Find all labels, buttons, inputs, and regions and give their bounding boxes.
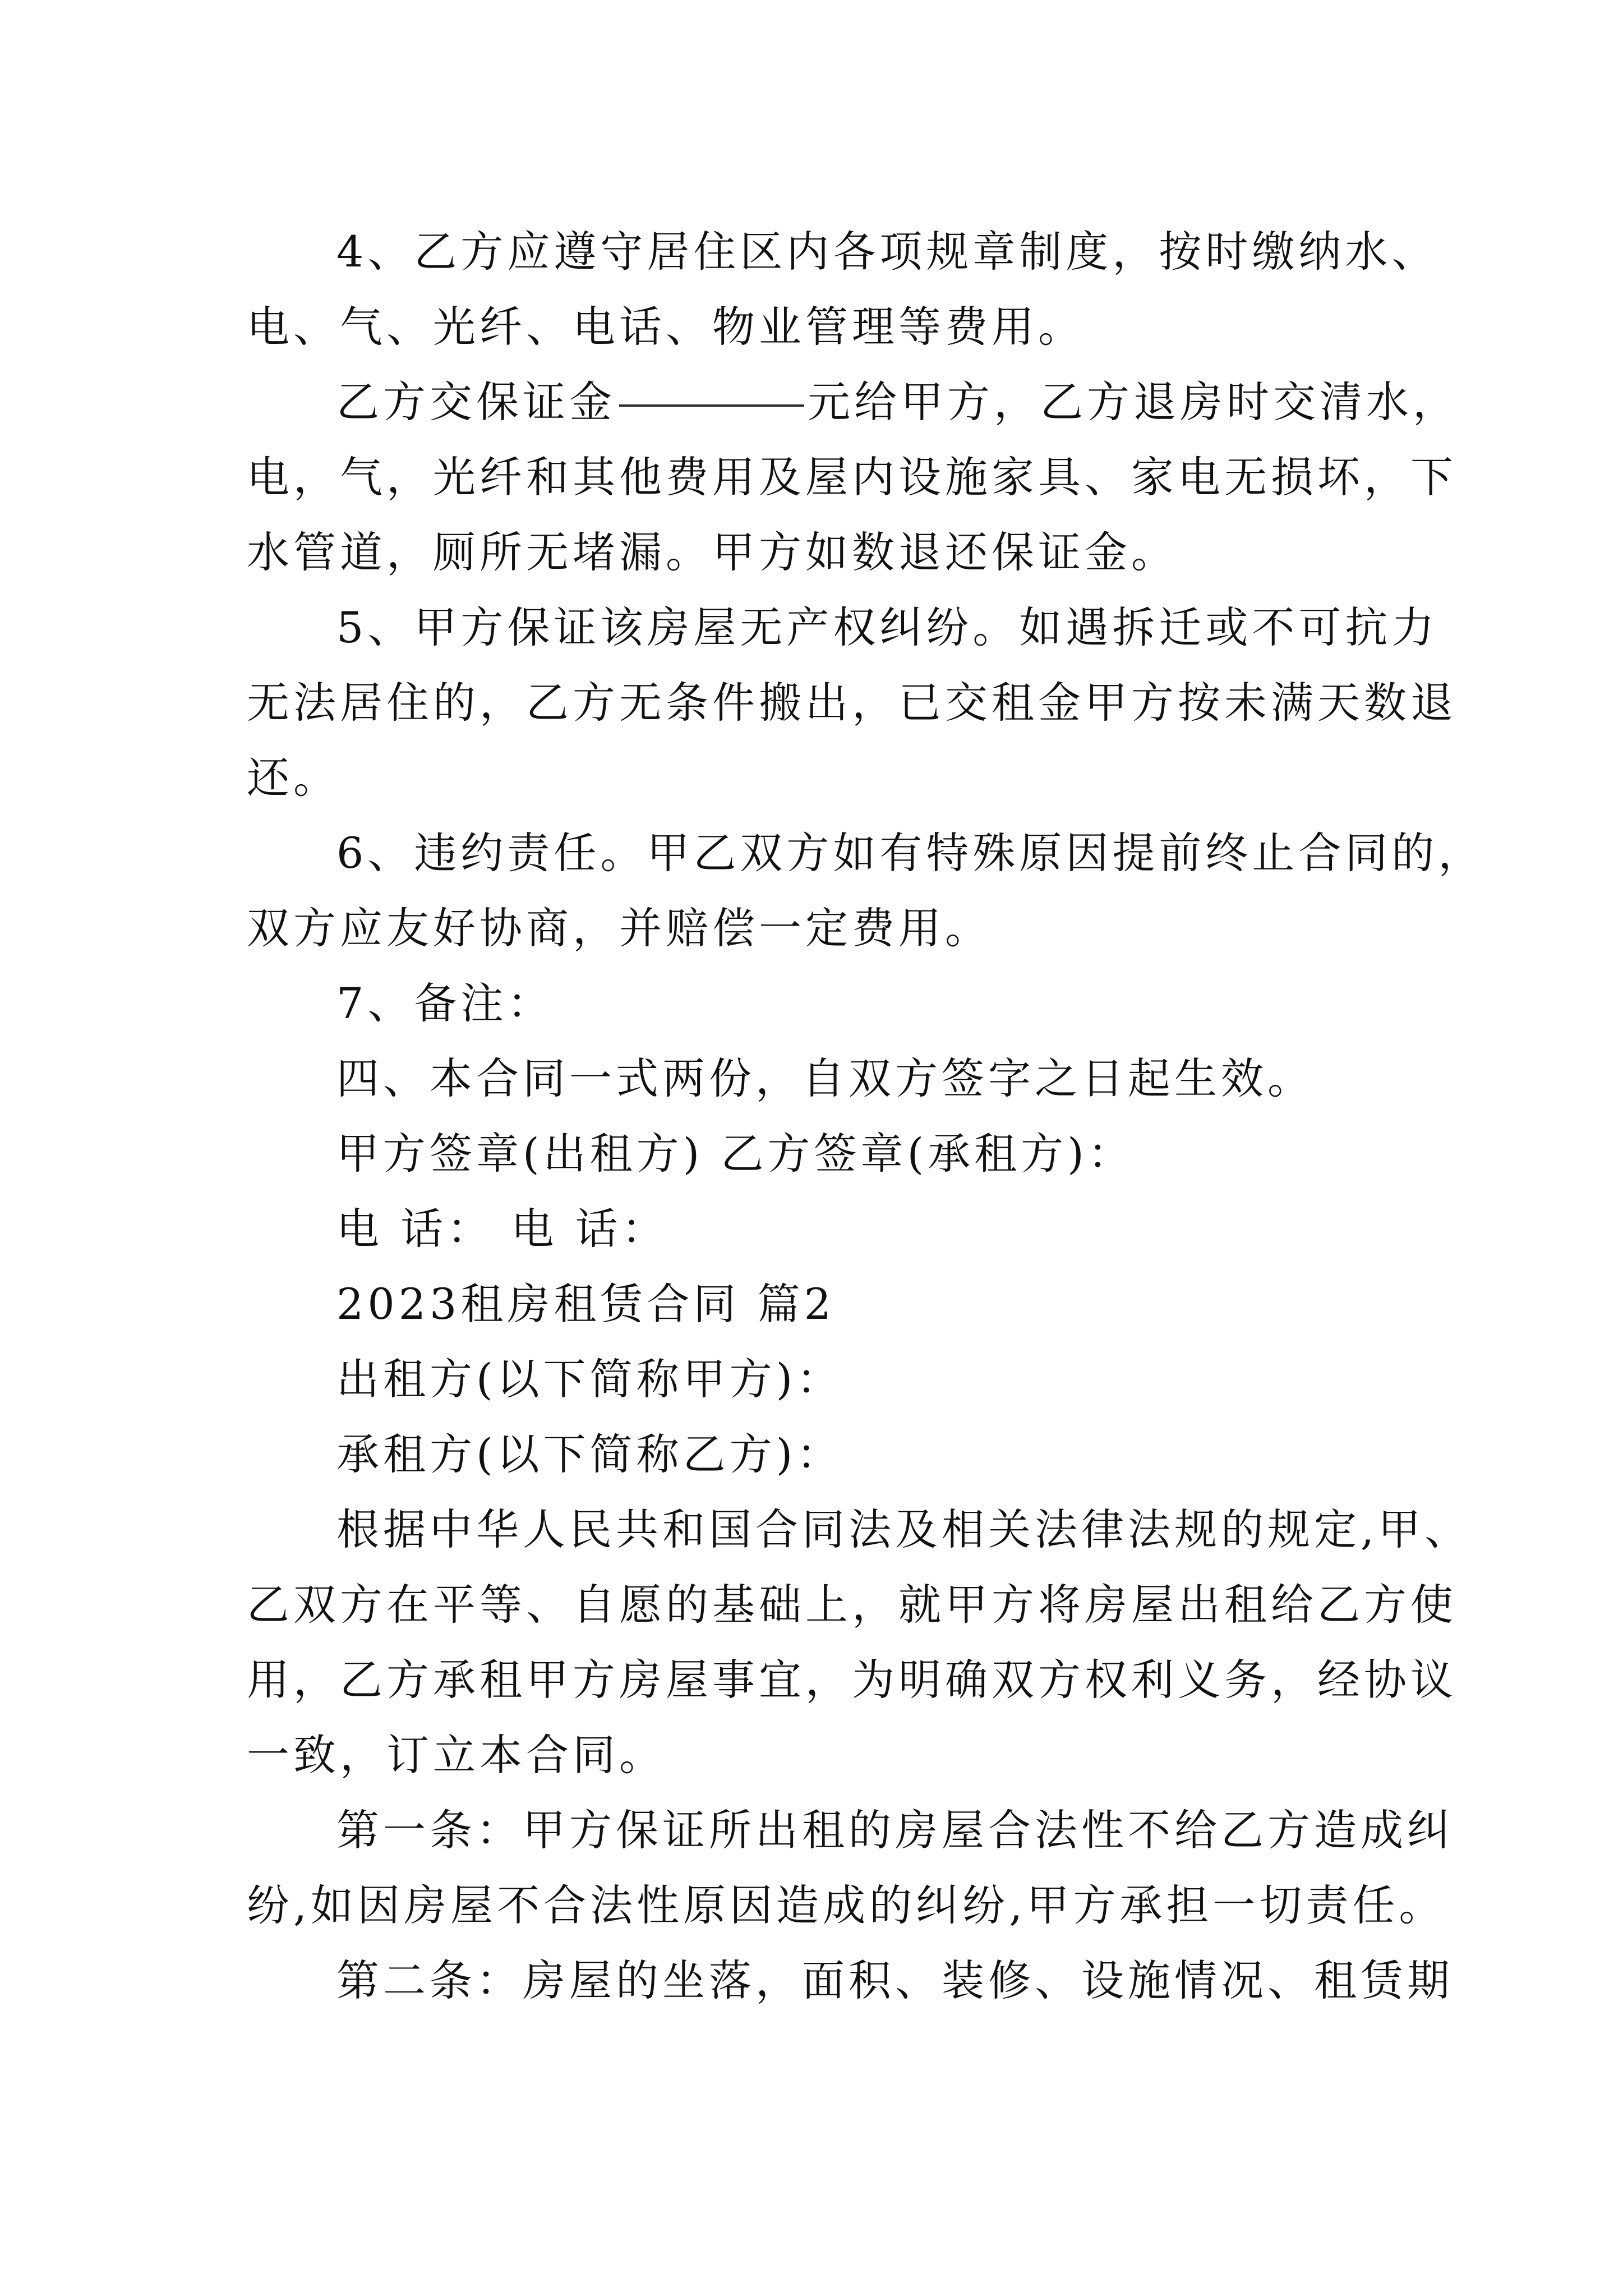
preamble-line-3: 用，乙方承租甲方房屋事宜，为明确双方权利义务，经协议: [247, 1655, 1457, 1705]
preamble-line-1: 根据中华人民共和国合同法及相关法律法规的规定,甲、: [336, 1504, 1472, 1554]
preamble-line-4: 一致，订立本合同。: [247, 1730, 666, 1780]
contract-2-title: 2023租房租赁合同 篇2: [336, 1279, 835, 1329]
clause-4-line-1: 4、乙方应遵守居住区内各项规章制度，按时缴纳水、: [336, 227, 1438, 277]
article-2-line-1: 第二条：房屋的坐落，面积、装修、设施情况、租赁期: [336, 1955, 1454, 2005]
deposit-text-after: 元给甲方，乙方退房时交清水，: [808, 377, 1459, 427]
phone-line: 电 话： 电 话：: [336, 1204, 668, 1254]
signature-line: 甲方签章(出租方) 乙方签章(承租方)：: [336, 1129, 1135, 1179]
section-4-effectiveness: 四、本合同一式两份，自双方签字之日起生效。: [336, 1053, 1314, 1103]
contract-text: [247, 214, 1485, 2018]
deposit-line: [247, 365, 1459, 440]
clause-4-line-2: 电、气、光纤、电话、物业管理等费用。: [247, 302, 1085, 352]
article-1-line-2: 纷,如因房屋不合法性原因造成的纠纷,甲方承担一切责任。: [247, 1880, 1446, 1930]
article-1-line-1: 第一条：甲方保证所出租的房屋合法性不给乙方造成纠: [336, 1805, 1454, 1855]
clause-5-line-3: 还。: [247, 753, 340, 803]
deposit-line-3: 水管道，厕所无堵漏。甲方如数退还保证金。: [247, 527, 1178, 577]
clause-6-line-2: 双方应友好协商，并赔偿一定费用。: [247, 903, 992, 953]
clause-5-line-1: 5、甲方保证该房屋无产权纠纷。如遇拆迁或不可抗力: [336, 602, 1438, 652]
preamble-line-2: 乙双方在平等、自愿的基础上，就甲方将房屋出租给乙方使: [247, 1580, 1457, 1630]
lessor-line: 出租方(以下简称甲方)：: [336, 1354, 843, 1404]
clause-7-remarks: 7、备注：: [336, 978, 554, 1028]
clause-5-line-2: 无法居住的，乙方无条件搬出，已交租金甲方按未满天数退: [247, 678, 1457, 728]
clause-6-line-1: 6、违约责任。甲乙双方如有特殊原因提前终止合同的，: [336, 828, 1485, 878]
deposit-line-2: 电，气，光纤和其他费用及屋内设施家具、家电无损坏，下: [247, 452, 1457, 502]
deposit-amount-blank: [619, 404, 804, 407]
lessee-line: 承租方(以下简称乙方)：: [336, 1429, 843, 1479]
deposit-text-before: 乙方交保证金: [336, 377, 616, 427]
